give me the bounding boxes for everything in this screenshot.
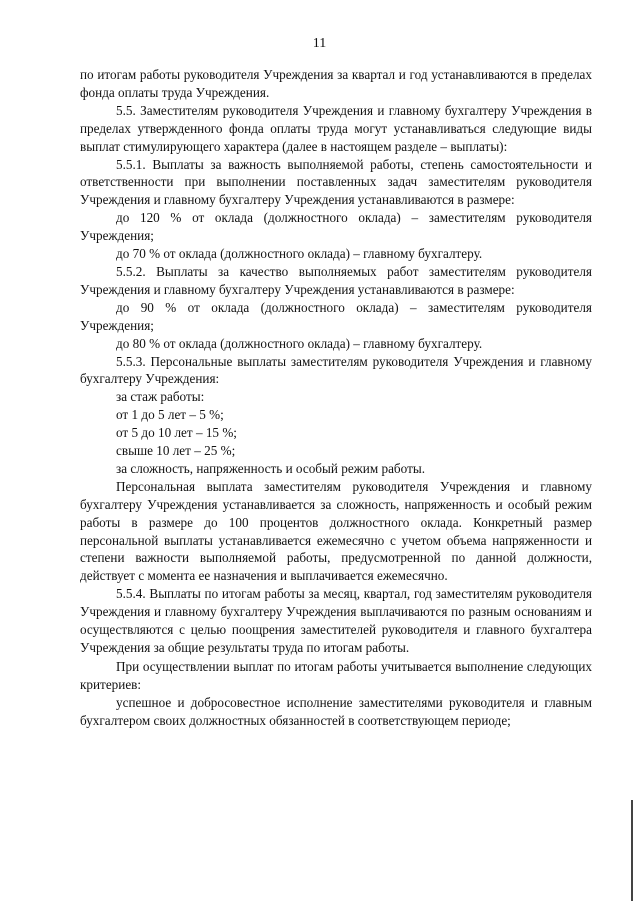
paragraph: 5.5. Заместителям руководителя Учреждения и главному бухгалтеру Учреждения в пределах утвержденного фонда оплаты труда могут устанавливаться следующие виды выплат стимулирующего характера (далее в настоящем разделе – выплаты): xyxy=(80,102,592,154)
paragraph: до 120 % от оклада (должностного оклада) – заместителям руководителя Учреждения; xyxy=(80,210,592,244)
paragraph: свыше 10 лет – 25 %; xyxy=(116,443,236,459)
document-body xyxy=(80,66,592,730)
paragraph: При осуществлении выплат по итогам работы учитывается выполнение следующих критериев: xyxy=(80,658,592,692)
paragraph: до 80 % от оклада (должностного оклада) – главному бухгалтеру. xyxy=(116,335,483,351)
paragraph: по итогам работы руководителя Учреждения за квартал и год устанавливаются в пределах фонда оплаты труда Учреждения. xyxy=(80,67,592,100)
paragraph: успешное и добросовестное исполнение заместителями руководителя и главным бухгалтером своих должностных обязанностей в соответствующем периоде; xyxy=(80,694,592,728)
paragraph: за сложность, напряженность и особый режим работы. xyxy=(116,460,425,476)
paragraph: 5.5.1. Выплаты за важность выполняемой работы, степень самостоятельности и ответственности при выполнении поставленных задач заместителям руководителя Учреждения и главному бухгалтеру Учреждения устанавливаются в размере: xyxy=(80,156,592,208)
paragraph: 5.5.4. Выплаты по итогам работы за месяц, квартал, год заместителям руководителя Учреждения и главному бухгалтеру Учреждения выплачиваются по разным основаниям и осуществляются с целью поощрения заместителей руководителя и главного бухгалтера Учреждения за общие результаты труда по итогам работы. xyxy=(80,586,592,655)
scan-edge-line xyxy=(631,800,633,901)
paragraph: до 90 % от оклада (должностного оклада) – заместителям руководителя Учреждения; xyxy=(80,299,592,333)
paragraph: от 5 до 10 лет – 15 %; xyxy=(116,425,237,441)
paragraph: Персональная выплата заместителям руководителя Учреждения и главному бухгалтеру Учреждения устанавливается за сложность, напряженность и особый режим работы в размере до 100 процентов должностного оклада. Конкретный размер персональной выплаты устанавливается ежемесячно с учетом объема напряженности и степени важности выполняемой работы, предусмотренной по данной должности, действует с момента ее назначения и выплачивается ежемесячно. xyxy=(80,478,592,584)
page-number: 11 xyxy=(312,36,327,51)
paragraph: до 70 % от оклада (должностного оклада) – главному бухгалтеру. xyxy=(116,246,483,262)
paragraph: 5.5.2. Выплаты за качество выполняемых работ заместителям руководителя Учреждения и главному бухгалтеру Учреждения устанавливаются в размере: xyxy=(80,263,592,297)
paragraph: 5.5.3. Персональные выплаты заместителям руководителя Учреждения и главному бухгалтеру Учреждения: xyxy=(80,353,592,387)
paragraph: за стаж работы: xyxy=(116,389,205,405)
paragraph: от 1 до 5 лет – 5 %; xyxy=(116,407,224,423)
